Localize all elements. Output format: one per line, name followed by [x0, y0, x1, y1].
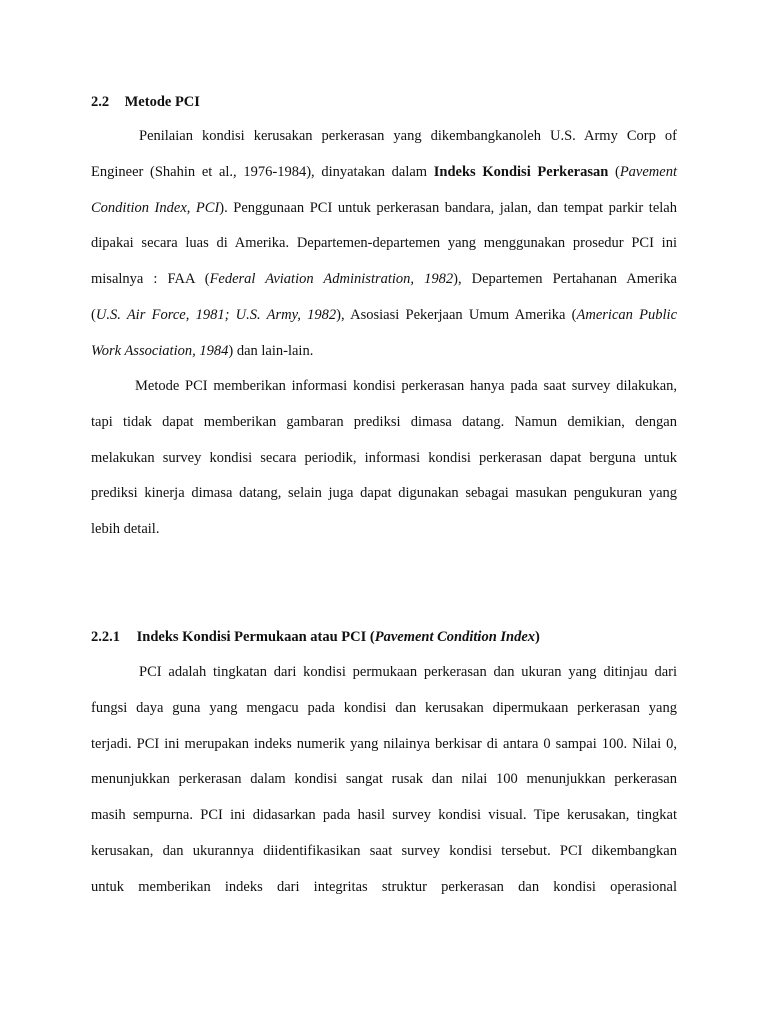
paragraph-line: prediksi kinerja dimasa datang, selain juga dapat digunakan sebagai masukan pengukuran yang	[91, 485, 677, 502]
paragraph-line: masih sempurna. PCI ini didasarkan pada hasil survey kondisi visual. Tipe kerusakan, tingkat	[91, 807, 677, 824]
section-title: Indeks Kondisi Permukaan atau PCI (	[136, 629, 375, 645]
section-title: )	[535, 629, 540, 645]
text-run: (	[608, 163, 620, 180]
italic-term: Pavement	[619, 163, 677, 180]
paragraph-3	[91, 655, 677, 906]
paragraph-1	[91, 119, 677, 370]
paragraph-line: PCI adalah tingkatan dari kondisi permukaan perkerasan dan ukuran yang ditinjau dari	[139, 664, 677, 680]
text-run: Engineer (Shahin et al., 1976-1984), dinyatakan dalam	[91, 163, 434, 180]
paragraph-line	[91, 191, 677, 227]
section-title-italic: Pavement Condition Index	[374, 629, 536, 645]
text-run: ), Departemen Pertahanan Amerika	[453, 271, 677, 288]
text-run: ) dan lain-lain.	[228, 342, 314, 359]
paragraph-line: melakukan survey kondisi secara periodik, informasi kondisi perkerasan dapat berguna untuk	[91, 449, 677, 466]
paragraph-line: terjadi. PCI ini merupakan indeks numerik yang nilainya berkisar di antara 0 sampai 100. Nilai 0,	[91, 735, 677, 752]
paragraph-line: dipakai secara luas di Amerika. Departemen-departemen yang menggunakan prosedur PCI ini	[91, 235, 677, 252]
paragraph-line	[91, 334, 677, 370]
italic-term: Work Association, 1984	[91, 342, 229, 359]
paragraph-line: Metode PCI memberikan informasi kondisi perkerasan hanya pada saat survey dilakukan,	[135, 378, 677, 394]
paragraph-2	[91, 369, 677, 548]
paragraph-line: kerusakan, dan ukurannya diidentifikasikan saat survey kondisi tersebut. PCI dikembangkan	[91, 842, 677, 859]
paragraph-line: fungsi daya guna yang mengacu pada kondisi dan kerusakan dipermukaan perkerasan yang	[91, 699, 677, 716]
text-run: misalnya : FAA (	[91, 271, 210, 288]
bold-term: Indeks Kondisi Perkerasan	[433, 163, 609, 180]
italic-term: Condition Index, PCI	[91, 199, 220, 216]
section-number: 2.2.1	[91, 629, 120, 645]
text-run: ), Asosiasi Pekerjaan Umum Amerika (	[336, 306, 577, 323]
text-run: ). Penggunaan PCI untuk perkerasan bandara, jalan, dan tempat parkir telah	[219, 199, 677, 216]
paragraph-line: lebih detail.	[91, 521, 160, 538]
section-heading-2-2	[91, 92, 200, 112]
text-run: (	[91, 306, 96, 323]
paragraph-line: Penilaian kondisi kerusakan perkerasan yang dikembangkanoleh U.S. Army Corp of	[139, 128, 677, 144]
paragraph-line: untuk memberikan indeks dari integritas struktur perkerasan dan kondisi operasional	[91, 878, 677, 895]
section-number: 2.2	[91, 94, 110, 110]
section-heading-2-2-1	[91, 627, 677, 647]
italic-term: U.S. Air Force, 1981; U.S. Army, 1982	[95, 306, 337, 323]
paragraph-line	[91, 262, 677, 298]
paragraph-line	[91, 155, 677, 191]
paragraph-line: menunjukkan perkerasan dalam kondisi sangat rusak dan nilai 100 menunjukkan perkerasan	[91, 771, 677, 788]
italic-term: American Public	[576, 306, 678, 323]
paragraph-line: tapi tidak dapat memberikan gambaran prediksi dimasa datang. Namun demikian, dengan	[91, 413, 677, 430]
paragraph-line	[91, 298, 677, 334]
section-title: Metode PCI	[124, 94, 200, 110]
italic-term: Federal Aviation Administration, 1982	[209, 271, 454, 288]
